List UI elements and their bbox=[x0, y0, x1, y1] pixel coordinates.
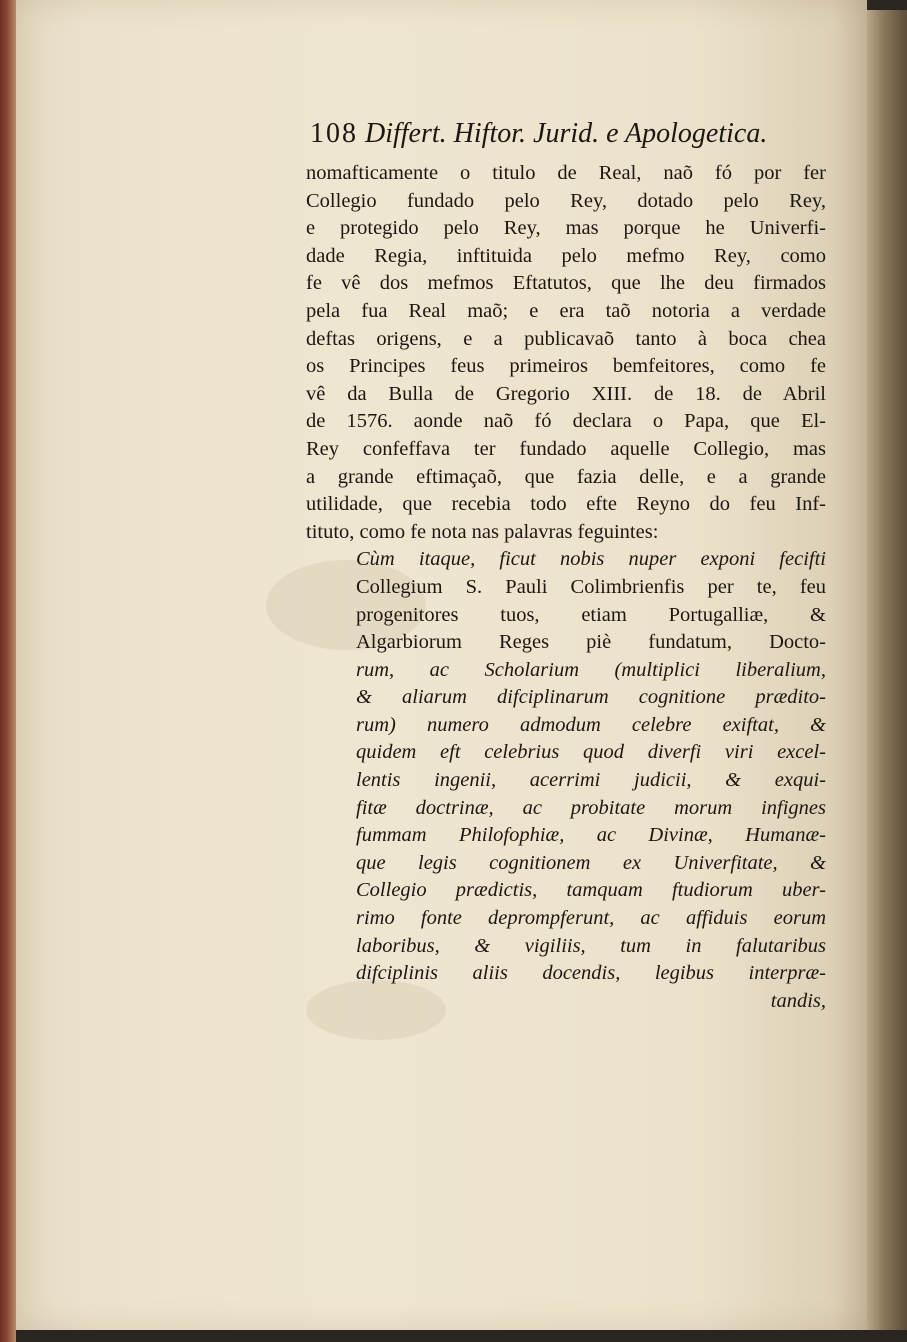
page-number: 108 bbox=[310, 118, 358, 149]
text-line: utilidade, que recebia todo efte Reyno do feu Inf- bbox=[306, 493, 826, 516]
quote-line: quidem eft celebrius quod diverfi viri excel- bbox=[356, 741, 826, 764]
text-line: tituto, como fe nota nas palavras feguintes: bbox=[306, 520, 659, 543]
quote-line: fummam Philofophiæ, ac Divinæ, Humanæ- bbox=[356, 824, 826, 847]
text-line: os Principes feus primeiros bemfeitores, como fe bbox=[306, 355, 826, 378]
text-line: e protegido pelo Rey, mas porque he Univerfi- bbox=[306, 217, 826, 240]
quote-line: fitæ doctrinæ, ac probitate morum infignes bbox=[356, 796, 826, 819]
quote-line: Algarbiorum Reges piè fundatum, Docto- bbox=[356, 631, 826, 654]
quote-line: Collegium S. Pauli Colimbrienfis per te, feu bbox=[356, 575, 826, 598]
running-title: Differt. Hiftor. Jurid. e Apologetica. bbox=[365, 118, 768, 149]
quote-line: que legis cognitionem ex Univerfitate, & bbox=[356, 851, 826, 874]
text-block bbox=[306, 160, 826, 1015]
text-line: nomafticamente o titulo de Real, naõ fó por fer bbox=[306, 162, 826, 184]
quote-line: progenitores tuos, etiam Portugalliæ, & bbox=[356, 603, 826, 626]
text-line: Collegio fundado pelo Rey, dotado pelo Rey, bbox=[306, 189, 826, 212]
text-line: fe vê dos mefmos Eftatutos, que lhe deu firmados bbox=[306, 272, 826, 295]
page-stack-edge bbox=[867, 10, 907, 1330]
quote-line: difciplinis aliis docendis, legibus interpræ- bbox=[356, 962, 826, 985]
quote-line: rum, ac Scholarium (multiplici liberalium, bbox=[356, 658, 826, 681]
text-line: vê da Bulla de Gregorio XIII. de 18. de Abril bbox=[306, 382, 826, 405]
text-line: deftas origens, e a publicavaõ tanto à boca chea bbox=[306, 327, 826, 350]
quote-line: Collegio prædictis, tamquam ftudiorum uber- bbox=[356, 879, 826, 902]
quote-line: lentis ingenii, acerrimi judicii, & exqui- bbox=[356, 769, 826, 792]
book-binding-edge bbox=[0, 0, 16, 1342]
text-line: Rey confeffava ter fundado aquelle Collegio, mas bbox=[306, 437, 826, 460]
catchword: tandis, bbox=[770, 989, 826, 1012]
text-line: de 1576. aonde naõ fó declara o Papa, que El- bbox=[306, 410, 826, 433]
text-line: pela fua Real maõ; e era taõ notoria a verdade bbox=[306, 299, 826, 322]
quote-line: rimo fonte deprompferunt, ac affiduis eorum bbox=[356, 907, 826, 930]
text-line: dade Regia, inftituida pelo mefmo Rey, como bbox=[306, 244, 826, 267]
text-line: a grande eftimaçaõ, que fazia delle, e a grande bbox=[306, 465, 826, 488]
quote-line: laboribus, & vigiliis, tum in falutaribus bbox=[356, 934, 826, 957]
running-header bbox=[310, 118, 810, 162]
quote-line: Cùm itaque, ficut nobis nuper exponi fecifti bbox=[356, 548, 826, 571]
quote-line: & aliarum difciplinarum cognitione prædito- bbox=[356, 686, 826, 709]
quote-line: rum) numero admodum celebre exiftat, & bbox=[356, 713, 826, 736]
